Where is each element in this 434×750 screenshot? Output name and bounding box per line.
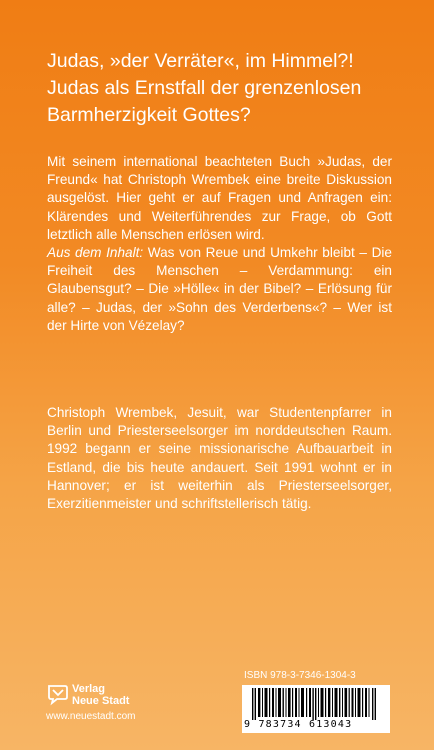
blurb [47, 153, 392, 335]
isbn-label: ISBN 978-3-7346-1304-3 [244, 670, 356, 681]
publisher-name-line-1: Verlag [72, 683, 106, 695]
contents-lead: Aus dem Inhalt: [47, 245, 144, 261]
headline [47, 48, 417, 129]
blurb-paragraph: Mit seinem international beachteten Buch »Judas, der Freund« hat Christoph Wrembek eine breite Diskussion ausgelöst. Hier geht er auf Fragen und Anfragen ein: Klärendes und Weiterführendes zur Frage, ob Gott letztlich alle Menschen erlösen wird. [47, 154, 392, 242]
publisher-name-line-2: Neue Stadt [72, 695, 130, 707]
barcode-bars [246, 688, 386, 720]
barcode [242, 685, 390, 733]
author-bio: Christoph Wrembek, Jesuit, war Studentenpfarrer in Berlin und Priesterseelsorger im norddeutschen Raum. 1992 begann er seine missionarische Aufbauarbeit in Estland, die bis heute andauert. Seit 1991 wohnt er in Hannover; er ist weiterhin als Priesterseelsorger, Exerzitienmeister und schriftstellerisch tätig. [47, 405, 392, 512]
headline-line-2: Judas als Ernstfall der grenzenlosen [47, 77, 362, 99]
barcode-digits: 9 783734 613043 [244, 719, 353, 730]
contents-text: Was von Reue und Umkehr bleibt – Die Freiheit des Menschen – Verdammung: ein Glaubensgut? – Die »Hölle« in der Bibel? – Erlösung für alle? – Judas, der »Sohn des Verderbens«? – Wer ist der Hirte von Vézelay? [47, 245, 392, 333]
publisher-url[interactable]: www.neuestadt.com [46, 711, 136, 722]
headline-line-3: Barmherzigkeit Gottes? [47, 104, 251, 126]
speech-bubble-icon [46, 682, 70, 706]
contents-paragraph [47, 244, 392, 335]
publisher-logo [46, 680, 156, 724]
headline-line-1: Judas, »der Verräter«, im Himmel?! [47, 50, 354, 72]
